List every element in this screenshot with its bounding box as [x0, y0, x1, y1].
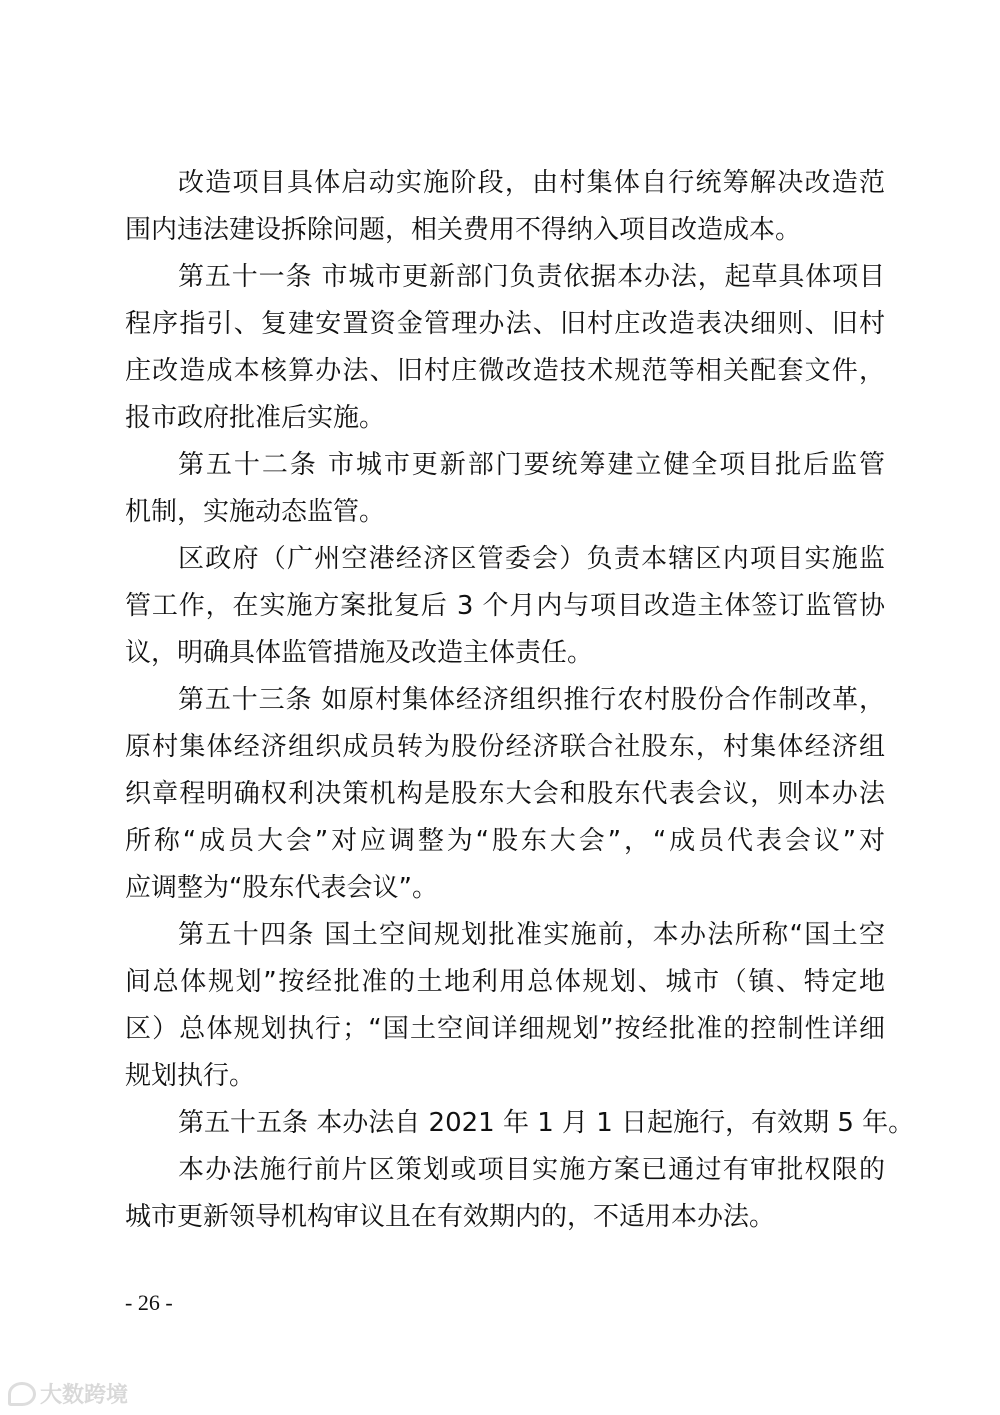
text-line: 机制，实施动态监管。: [125, 497, 386, 527]
document-body: [125, 160, 915, 1241]
text-line: 第五十五条 本办法自 2021 年 1 月 1 日起施行，有效期 5 年。: [178, 1108, 915, 1138]
watermark-logo-icon: [8, 1382, 36, 1406]
paragraph: [125, 160, 885, 254]
text-line: 第五十一条 市城市更新部门负责依据本办法，起草具体项目: [178, 262, 885, 292]
paragraph: [125, 677, 885, 912]
text-line: 第五十四条 国土空间规划批准实施前，本办法所称“国土空: [178, 920, 885, 950]
text-line: 城市更新领导机构审议且在有效期内的，不适用本办法。: [125, 1202, 776, 1232]
text-line: 本办法施行前片区策划或项目实施方案已通过有审批权限的: [178, 1155, 885, 1185]
text-line: 应调整为“股东代表会议”。: [125, 873, 438, 903]
paragraph: [125, 536, 885, 677]
text-line: 第五十三条 如原村集体经济组织推行农村股份合作制改革，: [178, 685, 885, 715]
text-line: 间总体规划”按经批准的土地利用总体规划、城市（镇、特定地: [125, 967, 885, 997]
text-line: 报市政府批准后实施。: [125, 403, 386, 433]
paragraph: [125, 254, 885, 442]
watermark-text: 大数跨境: [40, 1383, 129, 1408]
text-line: 第五十二条 市城市更新部门要统筹建立健全项目批后监管: [178, 450, 885, 480]
text-line: 原村集体经济组织成员转为股份经济联合社股东，村集体经济组: [125, 732, 885, 762]
watermark: [8, 1378, 128, 1409]
text-line: 区政府（广州空港经济区管委会）负责本辖区内项目实施监: [178, 544, 885, 574]
paragraph: [125, 912, 885, 1100]
text-line: 议，明确具体监管措施及改造主体责任。: [125, 638, 594, 668]
text-line: 区）总体规划执行；“国土空间详细规划”按经批准的控制性详细: [125, 1014, 885, 1044]
text-line: 围内违法建设拆除问题，相关费用不得纳入项目改造成本。: [125, 215, 802, 245]
paragraph: [125, 1100, 915, 1147]
text-line: 庄改造成本核算办法、旧村庄微改造技术规范等相关配套文件，: [125, 356, 885, 386]
text-line: 改造项目具体启动实施阶段，由村集体自行统筹解决改造范: [178, 168, 885, 198]
paragraph: [125, 442, 885, 536]
paragraph: [125, 1147, 885, 1241]
text-line: 织章程明确权利决策机构是股东大会和股东代表会议，则本办法: [125, 779, 885, 809]
text-line: 程序指引、复建安置资金管理办法、旧村庄改造表决细则、旧村: [125, 309, 885, 339]
text-line: 所称“成员大会”对应调整为“股东大会”，“成员代表会议”对: [125, 826, 885, 856]
text-line: 管工作，在实施方案批复后 3 个月内与项目改造主体签订监管协: [125, 591, 885, 621]
text-line: 规划执行。: [125, 1061, 256, 1091]
page-number: - 26 -: [125, 1290, 173, 1315]
